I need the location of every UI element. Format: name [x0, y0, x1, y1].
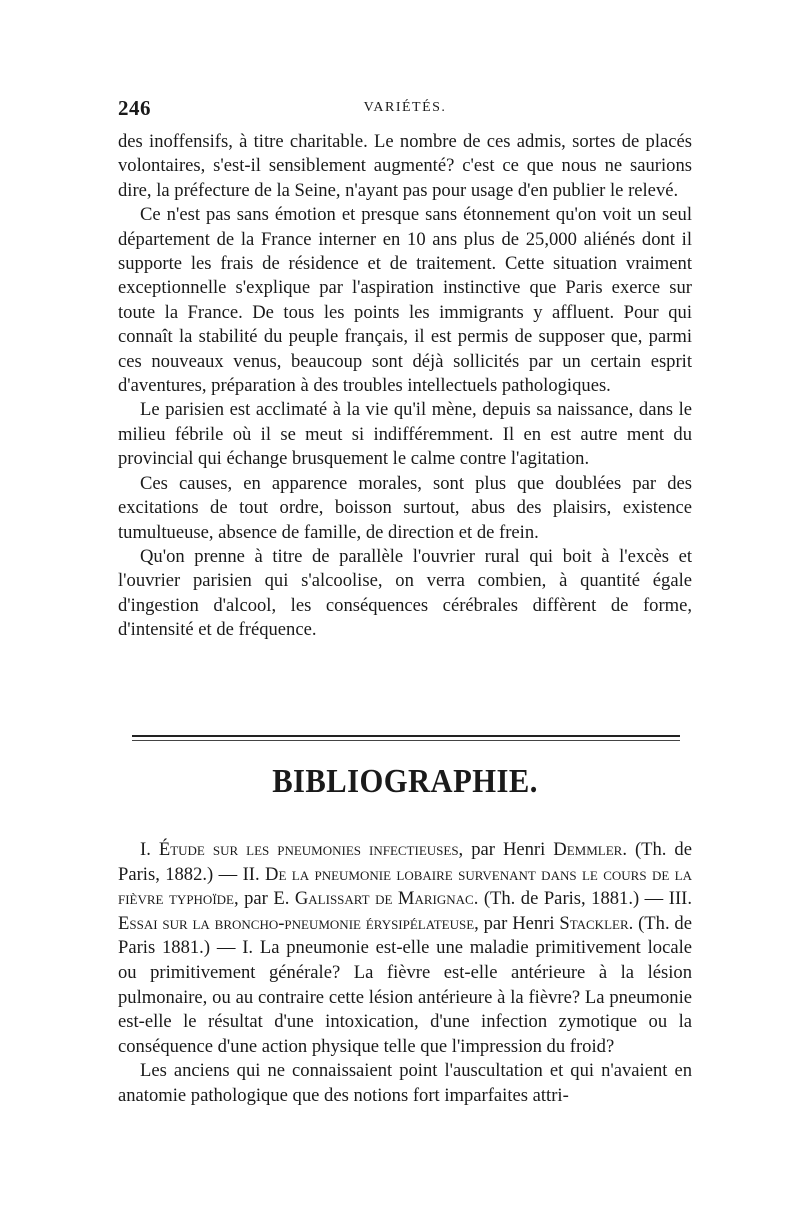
article-body	[118, 130, 692, 643]
running-head: VARIÉTÉS.	[363, 100, 447, 115]
section-divider	[132, 735, 680, 743]
paragraph-5: Qu'on prenne à titre de parallèle l'ouvrier rural qui boit à l'excès et l'ouvrier parisien qui s'alcoolise, on verra combien, à quantité égale d'ingestion d'alcool, les conséquences cérébrales diffèrent de forme, d'intensité et de fréquence.	[118, 545, 692, 641]
bibliography	[118, 838, 692, 1109]
entry-text: par Henri	[463, 839, 554, 860]
page-header	[118, 96, 692, 124]
paragraph-4: Ces causes, en apparence morales, sont plus que doublées par des excitations de tout ordre, boisson surtout, abus des plaisirs, existence tumultueuse, absence de famille, de direction et de frein.	[118, 472, 692, 543]
section-title: BIBLIOGRAPHIE.	[272, 763, 538, 800]
entry-text: par Henri	[478, 912, 560, 934]
paragraph-1: des inoffensifs, à titre charitable. Le nombre de ces admis, sortes de placés volontaires, s'est-il sensiblement augmenté? c'est ce que nous ne saurions dire, la préfecture de la Seine, n'ayant pas pour usage d'en publier le relevé.	[118, 131, 692, 201]
entry-text: . (Th. de Paris, 1881.) — III.	[473, 888, 692, 910]
divider-thin-rule	[132, 740, 680, 741]
paragraph-2: Ce n'est pas sans émotion et presque sans étonnement qu'on voit un seul département de la France interner en 10 ans plus de 25,000 aliénés dont il supporte les frais de résidence et de traitement. Cette situation vraiment exceptionnelle s'explique par l'aspiration instinctive que Paris exerce sur toute la France. De tous les points les immigrants y affluent. Pour qui connaît la stabilité du peuple français, il est permis de supposer que, parmi ces nouveaux venus, beaucoup sont déjà sollicités par un certain esprit d'aventures, préparation à des troubles intellectuels pathologiques.	[118, 204, 692, 397]
divider-thick-rule	[132, 735, 680, 737]
entry-text: par E.	[238, 888, 295, 910]
entry-numeral: I.	[140, 839, 159, 860]
page-number: 246	[118, 96, 151, 120]
paragraph-3: Le parisien est acclimaté à la vie qu'il mène, depuis sa naissance, dans le milieu fébrile où il se meut si indifféremment. Il en est autre ment du provincial qui échange brusquement le calme contre l'agitation.	[118, 399, 692, 470]
work-title-2: De la pneumonie lobaire survenant dans le cours de la fièvre typhoïde,	[118, 863, 692, 910]
work-title-1: Étude sur les pneumonies infectieuses,	[158, 839, 464, 860]
author-3: Stackler	[559, 912, 629, 934]
entry-text: . (Th. de Paris, 1882.) — II.	[118, 839, 692, 885]
work-title-3: Essai sur la broncho-pneumonie érysipélateuse,	[118, 912, 479, 934]
author-2: Galissart de Marignac	[294, 888, 474, 910]
entry-text: . (Th. de Paris 1881.) — I. La pneumonie est-elle une maladie primitivement locale ou primitivement générale? La fièvre est-elle antérieure à la lésion pulmonaire, ou au contraire cette lésion antérieure à la fièvre? La pneumonie est-elle le résultat d'une intoxication, d'une infection zymotique ou la conséquence d'une action physique telle que l'impression du froid?	[118, 912, 692, 1057]
bibliography-entry	[118, 838, 692, 1059]
bibliography-paragraph-2: Les anciens qui ne connaissaient point l'auscultation et qui n'avaient en anatomie pathologique que des notions fort imparfaites attri-	[118, 1060, 692, 1106]
author-1: Demmler	[553, 839, 623, 860]
